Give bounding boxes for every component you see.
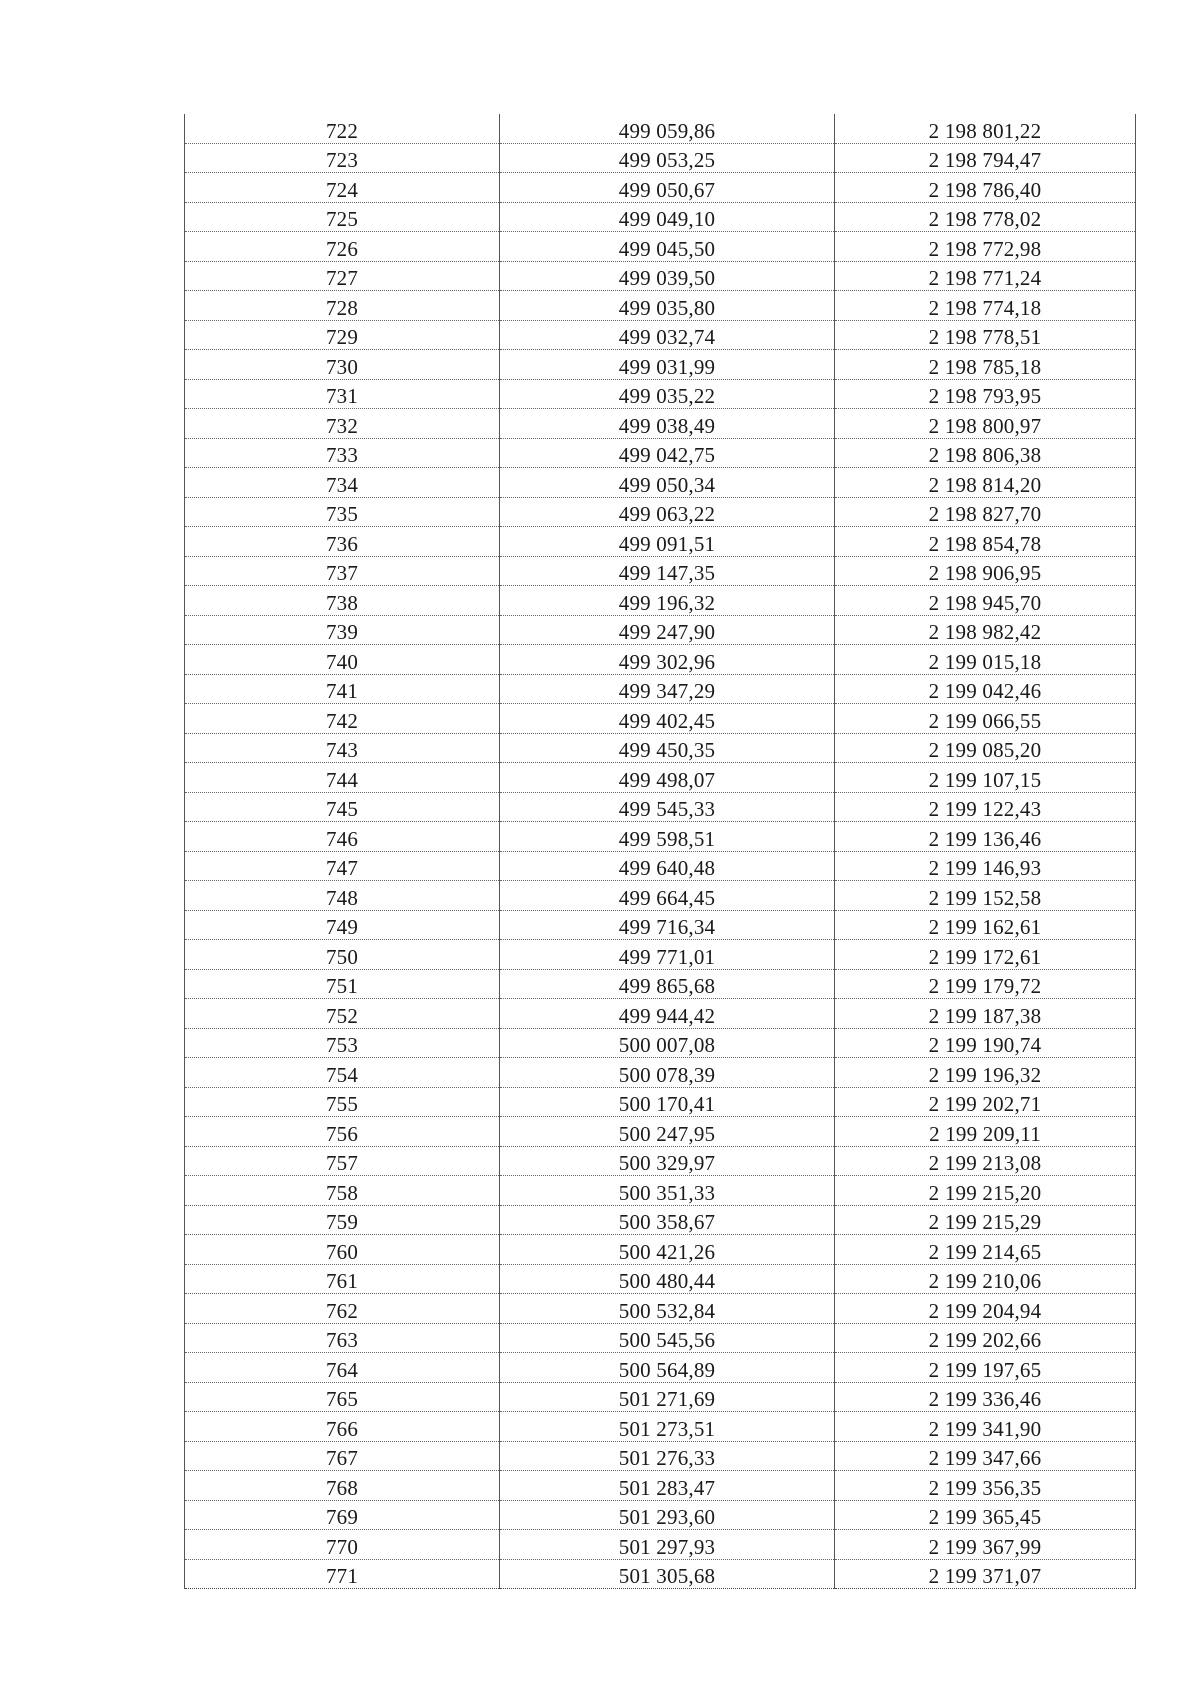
x-coordinate-cell: 499 716,34: [500, 910, 835, 940]
x-coordinate-cell: 499 050,67: [500, 173, 835, 203]
y-coordinate-cell: 2 199 085,20: [835, 733, 1136, 763]
x-coordinate-cell: 499 196,32: [500, 586, 835, 616]
x-coordinate-cell: 499 450,35: [500, 733, 835, 763]
point-number-cell: 744: [185, 763, 500, 793]
y-coordinate-cell: 2 199 347,66: [835, 1441, 1136, 1471]
y-coordinate-cell: 2 199 215,29: [835, 1205, 1136, 1235]
table-row: [185, 1176, 1136, 1206]
y-coordinate-cell: 2 199 107,15: [835, 763, 1136, 793]
y-coordinate-cell: 2 198 778,51: [835, 320, 1136, 350]
table-row: [185, 1500, 1136, 1530]
y-coordinate-cell: 2 198 827,70: [835, 497, 1136, 527]
x-coordinate-cell: 499 664,45: [500, 881, 835, 911]
x-coordinate-cell: 500 351,33: [500, 1176, 835, 1206]
coordinates-table: [184, 114, 1136, 1589]
table-row: [185, 202, 1136, 232]
table-row: [185, 291, 1136, 321]
table-row: [185, 822, 1136, 852]
x-coordinate-cell: 499 498,07: [500, 763, 835, 793]
x-coordinate-cell: 500 329,97: [500, 1146, 835, 1176]
x-coordinate-cell: 501 273,51: [500, 1412, 835, 1442]
y-coordinate-cell: 2 198 854,78: [835, 527, 1136, 557]
point-number-cell: 754: [185, 1058, 500, 1088]
table-row: [185, 1294, 1136, 1324]
point-number-cell: 753: [185, 1028, 500, 1058]
table-row: [185, 792, 1136, 822]
y-coordinate-cell: 2 199 371,07: [835, 1559, 1136, 1589]
y-coordinate-cell: 2 199 210,06: [835, 1264, 1136, 1294]
point-number-cell: 757: [185, 1146, 500, 1176]
point-number-cell: 724: [185, 173, 500, 203]
point-number-cell: 726: [185, 232, 500, 262]
point-number-cell: 752: [185, 999, 500, 1029]
point-number-cell: 742: [185, 704, 500, 734]
x-coordinate-cell: 500 480,44: [500, 1264, 835, 1294]
table-row: [185, 940, 1136, 970]
y-coordinate-cell: 2 199 202,66: [835, 1323, 1136, 1353]
point-number-cell: 730: [185, 350, 500, 380]
x-coordinate-cell: 501 276,33: [500, 1441, 835, 1471]
y-coordinate-cell: 2 198 786,40: [835, 173, 1136, 203]
x-coordinate-cell: 500 170,41: [500, 1087, 835, 1117]
point-number-cell: 725: [185, 202, 500, 232]
point-number-cell: 763: [185, 1323, 500, 1353]
point-number-cell: 751: [185, 969, 500, 999]
point-number-cell: 747: [185, 851, 500, 881]
x-coordinate-cell: 500 421,26: [500, 1235, 835, 1265]
table-row: [185, 1058, 1136, 1088]
x-coordinate-cell: 499 035,80: [500, 291, 835, 321]
table-row: [185, 1559, 1136, 1589]
table-row: [185, 527, 1136, 557]
x-coordinate-cell: 500 545,56: [500, 1323, 835, 1353]
y-coordinate-cell: 2 199 365,45: [835, 1500, 1136, 1530]
y-coordinate-cell: 2 199 172,61: [835, 940, 1136, 970]
table-row: [185, 556, 1136, 586]
table-row: [185, 1441, 1136, 1471]
x-coordinate-cell: 499 302,96: [500, 645, 835, 675]
table-row: [185, 320, 1136, 350]
y-coordinate-cell: 2 199 209,11: [835, 1117, 1136, 1147]
table-row: [185, 468, 1136, 498]
point-number-cell: 743: [185, 733, 500, 763]
table-row: [185, 409, 1136, 439]
point-number-cell: 723: [185, 143, 500, 173]
point-number-cell: 748: [185, 881, 500, 911]
point-number-cell: 749: [185, 910, 500, 940]
table-row: [185, 261, 1136, 291]
y-coordinate-cell: 2 199 367,99: [835, 1530, 1136, 1560]
table-row: [185, 704, 1136, 734]
x-coordinate-cell: 500 564,89: [500, 1353, 835, 1383]
y-coordinate-cell: 2 198 806,38: [835, 438, 1136, 468]
x-coordinate-cell: 500 358,67: [500, 1205, 835, 1235]
x-coordinate-cell: 499 059,86: [500, 114, 835, 143]
point-number-cell: 766: [185, 1412, 500, 1442]
x-coordinate-cell: 501 297,93: [500, 1530, 835, 1560]
y-coordinate-cell: 2 199 146,93: [835, 851, 1136, 881]
point-number-cell: 750: [185, 940, 500, 970]
table-row: [185, 379, 1136, 409]
table-row: [185, 1530, 1136, 1560]
y-coordinate-cell: 2 198 774,18: [835, 291, 1136, 321]
table-row: [185, 733, 1136, 763]
y-coordinate-cell: 2 198 801,22: [835, 114, 1136, 143]
table-row: [185, 1235, 1136, 1265]
x-coordinate-cell: 499 031,99: [500, 350, 835, 380]
table-row: [185, 1205, 1136, 1235]
y-coordinate-cell: 2 198 785,18: [835, 350, 1136, 380]
x-coordinate-cell: 500 532,84: [500, 1294, 835, 1324]
table-row: [185, 232, 1136, 262]
table-row: [185, 615, 1136, 645]
table-row: [185, 1412, 1136, 1442]
y-coordinate-cell: 2 199 162,61: [835, 910, 1136, 940]
x-coordinate-cell: 500 007,08: [500, 1028, 835, 1058]
table-row: [185, 114, 1136, 143]
y-coordinate-cell: 2 199 196,32: [835, 1058, 1136, 1088]
point-number-cell: 728: [185, 291, 500, 321]
y-coordinate-cell: 2 199 341,90: [835, 1412, 1136, 1442]
x-coordinate-cell: 499 598,51: [500, 822, 835, 852]
table-row: [185, 1146, 1136, 1176]
y-coordinate-cell: 2 199 187,38: [835, 999, 1136, 1029]
x-coordinate-cell: 499 865,68: [500, 969, 835, 999]
y-coordinate-cell: 2 199 122,43: [835, 792, 1136, 822]
x-coordinate-cell: 499 147,35: [500, 556, 835, 586]
y-coordinate-cell: 2 198 778,02: [835, 202, 1136, 232]
point-number-cell: 740: [185, 645, 500, 675]
point-number-cell: 746: [185, 822, 500, 852]
x-coordinate-cell: 501 305,68: [500, 1559, 835, 1589]
point-number-cell: 768: [185, 1471, 500, 1501]
y-coordinate-cell: 2 199 066,55: [835, 704, 1136, 734]
table-row: [185, 881, 1136, 911]
y-coordinate-cell: 2 198 945,70: [835, 586, 1136, 616]
y-coordinate-cell: 2 199 215,20: [835, 1176, 1136, 1206]
x-coordinate-cell: 499 545,33: [500, 792, 835, 822]
x-coordinate-cell: 499 042,75: [500, 438, 835, 468]
y-coordinate-cell: 2 198 982,42: [835, 615, 1136, 645]
point-number-cell: 735: [185, 497, 500, 527]
x-coordinate-cell: 500 078,39: [500, 1058, 835, 1088]
table-row: [185, 350, 1136, 380]
table-row: [185, 1382, 1136, 1412]
x-coordinate-cell: 499 045,50: [500, 232, 835, 262]
point-number-cell: 729: [185, 320, 500, 350]
y-coordinate-cell: 2 199 204,94: [835, 1294, 1136, 1324]
y-coordinate-cell: 2 198 793,95: [835, 379, 1136, 409]
point-number-cell: 755: [185, 1087, 500, 1117]
table-row: [185, 438, 1136, 468]
point-number-cell: 767: [185, 1441, 500, 1471]
y-coordinate-cell: 2 199 202,71: [835, 1087, 1136, 1117]
point-number-cell: 756: [185, 1117, 500, 1147]
table-row: [185, 1117, 1136, 1147]
y-coordinate-cell: 2 199 336,46: [835, 1382, 1136, 1412]
point-number-cell: 745: [185, 792, 500, 822]
x-coordinate-cell: 499 038,49: [500, 409, 835, 439]
x-coordinate-cell: 499 050,34: [500, 468, 835, 498]
point-number-cell: 741: [185, 674, 500, 704]
x-coordinate-cell: 499 402,45: [500, 704, 835, 734]
x-coordinate-cell: 499 032,74: [500, 320, 835, 350]
x-coordinate-cell: 500 247,95: [500, 1117, 835, 1147]
point-number-cell: 736: [185, 527, 500, 557]
y-coordinate-cell: 2 198 771,24: [835, 261, 1136, 291]
y-coordinate-cell: 2 199 042,46: [835, 674, 1136, 704]
table-row: [185, 674, 1136, 704]
point-number-cell: 732: [185, 409, 500, 439]
point-number-cell: 760: [185, 1235, 500, 1265]
x-coordinate-cell: 499 944,42: [500, 999, 835, 1029]
table-row: [185, 763, 1136, 793]
x-coordinate-cell: 499 039,50: [500, 261, 835, 291]
point-number-cell: 761: [185, 1264, 500, 1294]
table-row: [185, 1087, 1136, 1117]
table-row: [185, 1264, 1136, 1294]
point-number-cell: 771: [185, 1559, 500, 1589]
y-coordinate-cell: 2 199 136,46: [835, 822, 1136, 852]
y-coordinate-cell: 2 198 906,95: [835, 556, 1136, 586]
y-coordinate-cell: 2 199 179,72: [835, 969, 1136, 999]
table-row: [185, 910, 1136, 940]
point-number-cell: 727: [185, 261, 500, 291]
x-coordinate-cell: 499 091,51: [500, 527, 835, 557]
point-number-cell: 722: [185, 114, 500, 143]
table-row: [185, 1323, 1136, 1353]
table-row: [185, 497, 1136, 527]
table-row: [185, 1353, 1136, 1383]
table-row: [185, 586, 1136, 616]
coordinates-table-body: [185, 114, 1136, 1589]
point-number-cell: 758: [185, 1176, 500, 1206]
y-coordinate-cell: 2 198 772,98: [835, 232, 1136, 262]
y-coordinate-cell: 2 199 213,08: [835, 1146, 1136, 1176]
x-coordinate-cell: 499 771,01: [500, 940, 835, 970]
point-number-cell: 765: [185, 1382, 500, 1412]
y-coordinate-cell: 2 199 356,35: [835, 1471, 1136, 1501]
y-coordinate-cell: 2 199 214,65: [835, 1235, 1136, 1265]
x-coordinate-cell: 499 063,22: [500, 497, 835, 527]
table-row: [185, 999, 1136, 1029]
y-coordinate-cell: 2 199 190,74: [835, 1028, 1136, 1058]
x-coordinate-cell: 499 053,25: [500, 143, 835, 173]
table-row: [185, 1028, 1136, 1058]
x-coordinate-cell: 501 293,60: [500, 1500, 835, 1530]
point-number-cell: 770: [185, 1530, 500, 1560]
point-number-cell: 738: [185, 586, 500, 616]
y-coordinate-cell: 2 199 197,65: [835, 1353, 1136, 1383]
y-coordinate-cell: 2 199 015,18: [835, 645, 1136, 675]
point-number-cell: 739: [185, 615, 500, 645]
table-row: [185, 969, 1136, 999]
table-row: [185, 143, 1136, 173]
point-number-cell: 737: [185, 556, 500, 586]
point-number-cell: 762: [185, 1294, 500, 1324]
x-coordinate-cell: 499 035,22: [500, 379, 835, 409]
table-row: [185, 645, 1136, 675]
point-number-cell: 759: [185, 1205, 500, 1235]
y-coordinate-cell: 2 198 794,47: [835, 143, 1136, 173]
table-row: [185, 851, 1136, 881]
y-coordinate-cell: 2 198 814,20: [835, 468, 1136, 498]
x-coordinate-cell: 499 640,48: [500, 851, 835, 881]
table-row: [185, 1471, 1136, 1501]
x-coordinate-cell: 499 049,10: [500, 202, 835, 232]
point-number-cell: 769: [185, 1500, 500, 1530]
point-number-cell: 731: [185, 379, 500, 409]
point-number-cell: 733: [185, 438, 500, 468]
y-coordinate-cell: 2 199 152,58: [835, 881, 1136, 911]
x-coordinate-cell: 501 283,47: [500, 1471, 835, 1501]
point-number-cell: 764: [185, 1353, 500, 1383]
x-coordinate-cell: 499 347,29: [500, 674, 835, 704]
y-coordinate-cell: 2 198 800,97: [835, 409, 1136, 439]
point-number-cell: 734: [185, 468, 500, 498]
x-coordinate-cell: 499 247,90: [500, 615, 835, 645]
x-coordinate-cell: 501 271,69: [500, 1382, 835, 1412]
table-row: [185, 173, 1136, 203]
